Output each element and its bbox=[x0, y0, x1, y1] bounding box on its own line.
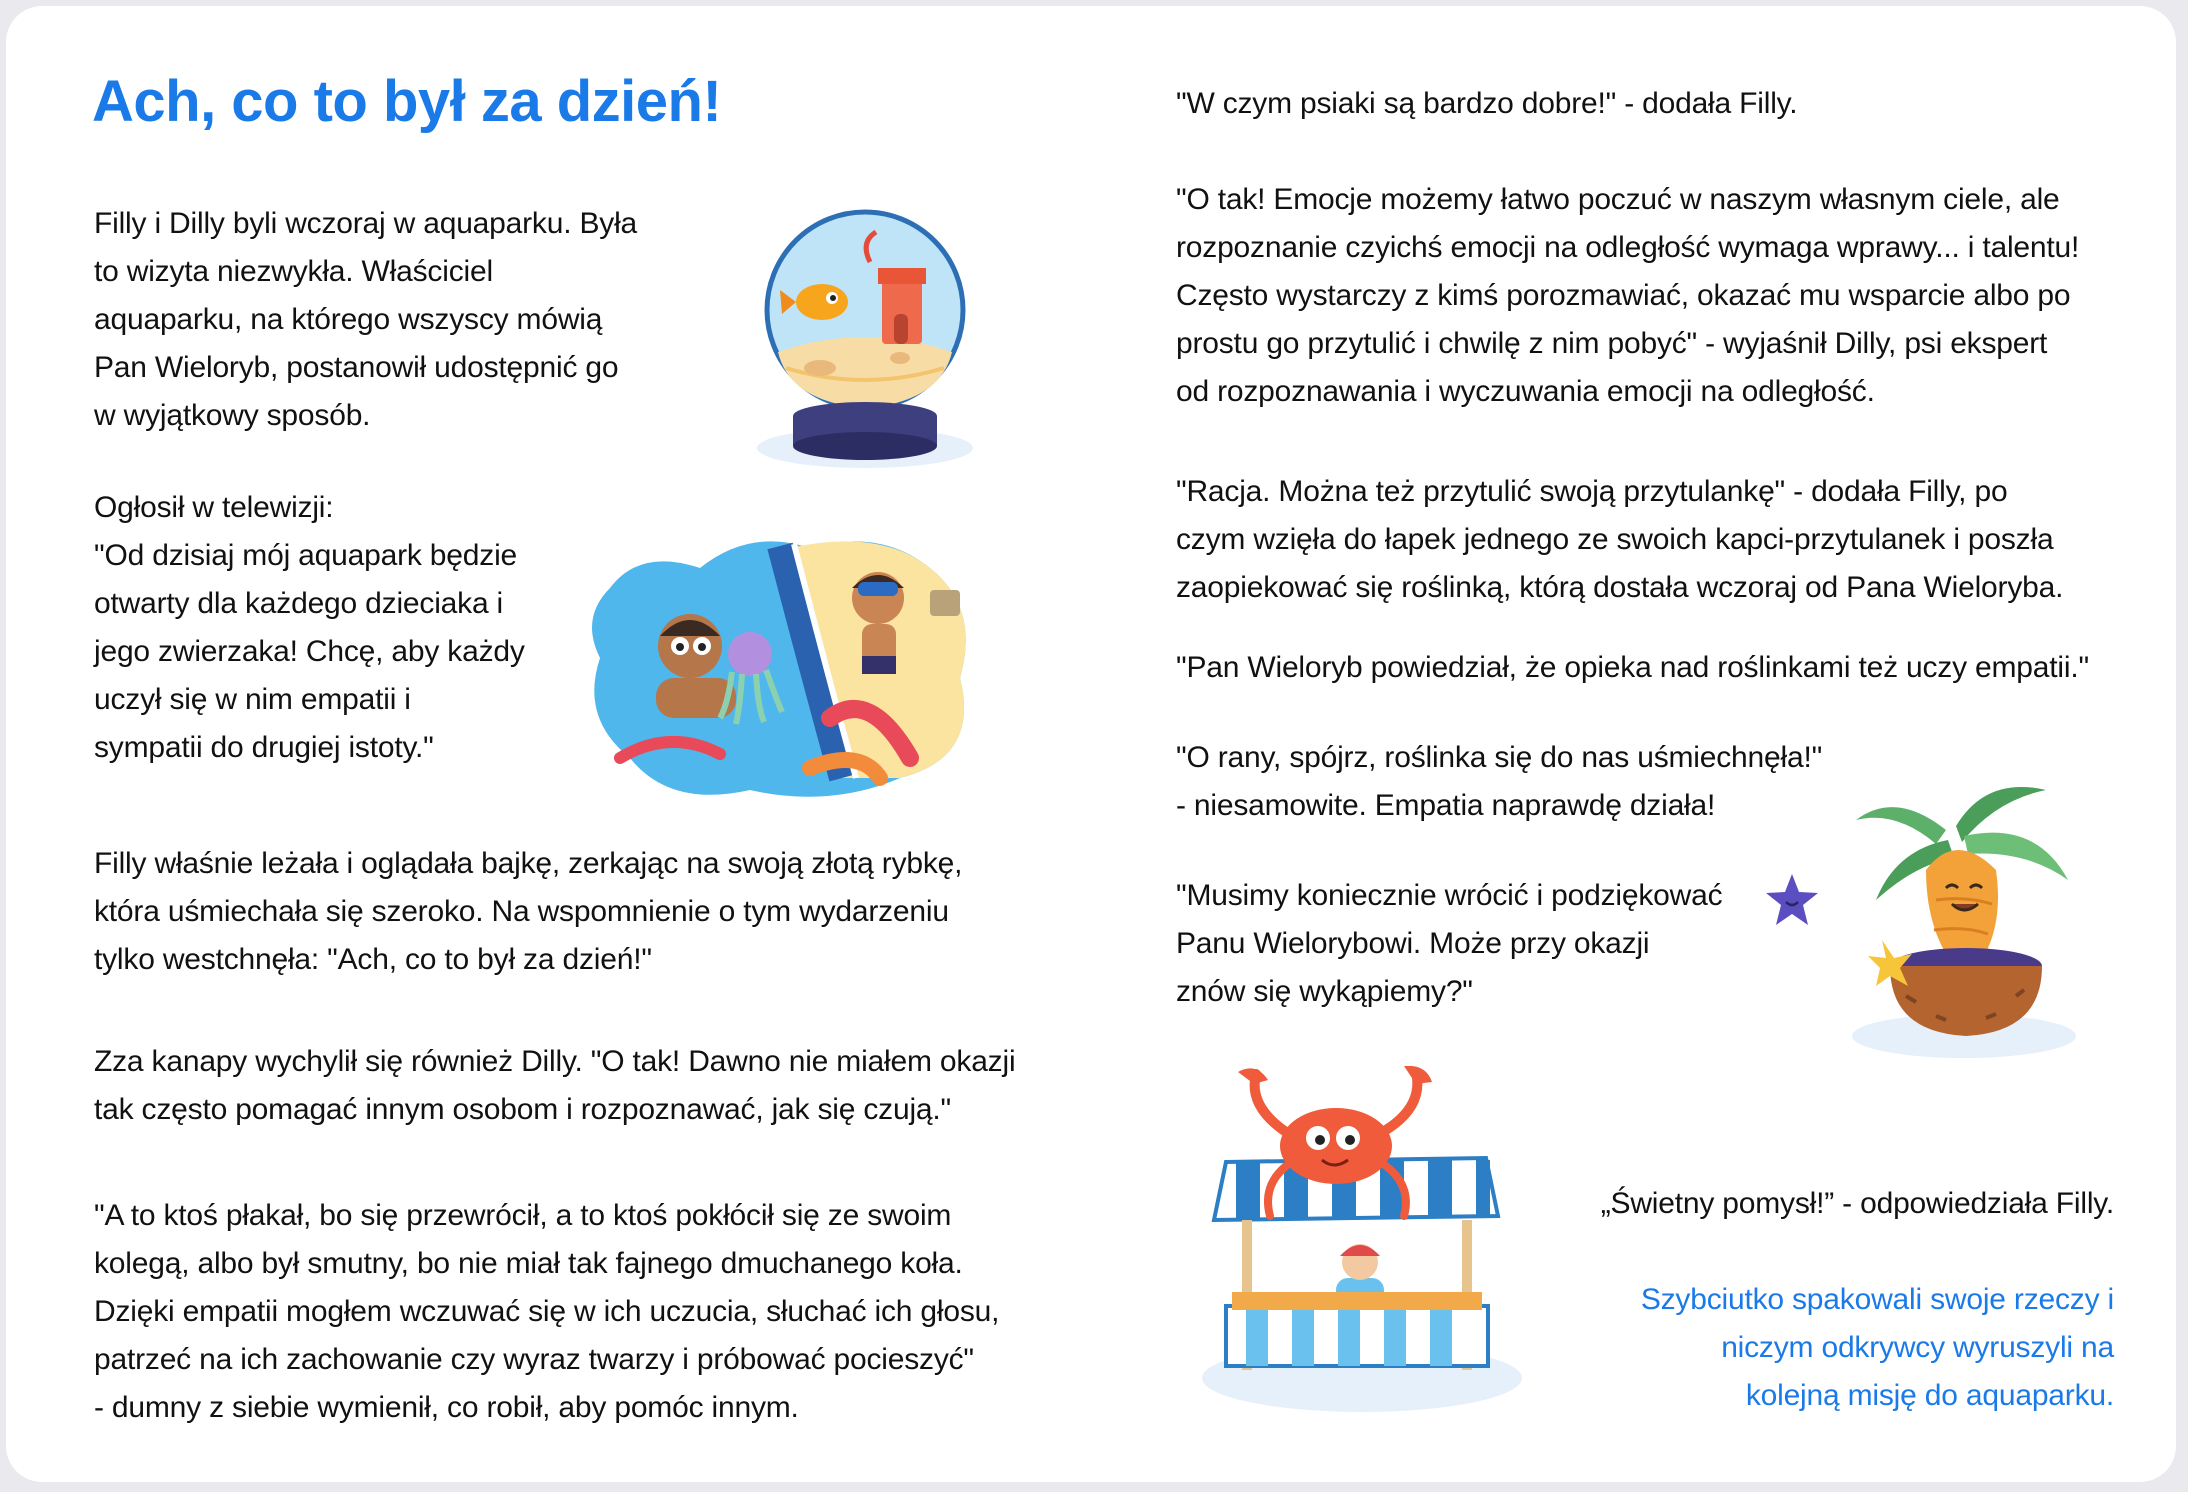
pool-scene-illustration bbox=[580, 528, 980, 808]
closing-paragraph: Szybciutko spakowali swoje rzeczy i niczym odkrywcy wyruszyli na kolejną misję do aquaparku. bbox=[1640, 1283, 2114, 1412]
left-paragraph-3: Filly właśnie leżała i oglądała bajkę, zerkając na swoją złotą rybkę, która uśmiechała się szeroko. Na wspomnienie o tym wydarzeniu tylko westchnęła: "Ach, co to był za dzień!" bbox=[94, 847, 963, 976]
right-paragraph-5: "O rany, spójrz, roślinka się do nas uśmiechnęła!" - niesamowite. Empatia naprawdę działa! bbox=[1176, 741, 1823, 822]
right-paragraph-4: "Pan Wieloryb powiedział, że opieka nad roślinkami też uczy empatii." bbox=[1176, 651, 2089, 684]
fishbowl-illustration bbox=[750, 202, 980, 472]
right-paragraph-2: "O tak! Emocje możemy łatwo poczuć w naszym własnym ciele, ale rozpoznanie czyichś emocji na odległość wymaga wprawy... i talentu! Często wystarczy z kimś porozmawiać, okazać mu wsparcie albo po prostu go przytulić i chwilę z nim pobyć" - wyjaśnił Dilly, psi ekspert od rozpoznawania i wyczuwania emocji na odległość. bbox=[1176, 183, 2080, 408]
left-paragraph-2: Ogłosił w telewizji: "Od dzisiaj mój aquapark będzie otwarty dla każdego dzieciaka i jego zwierzaka! Chcę, aby każdy uczył się w nim empatii i sympatii do drugiej istoty." bbox=[94, 491, 525, 764]
right-paragraph-1: "W czym psiaki są bardzo dobre!" - dodała Filly. bbox=[1176, 87, 1798, 120]
left-paragraph-4: Zza kanapy wychylił się również Dilly. "O tak! Dawno nie miałem okazji tak często pomagać innym osobom i rozpoznawać, jak się czują." bbox=[94, 1045, 1016, 1126]
right-paragraph-3: "Racja. Można też przytulić swoją przytulankę" - dodała Filly, po czym wzięła do łapek jednego ze swoich kapci-przytulanek i poszła zaopiekować się roślinką, którą dostała wczoraj od Pana Wieloryba. bbox=[1176, 475, 2064, 604]
left-paragraph-1: Filly i Dilly byli wczoraj w aquaparku. Była to wizyta niezwykła. Właściciel aquaparku, na którego wszyscy mówią Pan Wieloryb, postanowił udostępnić go w wyjątkowy sposób. bbox=[94, 207, 638, 432]
starfish-icon bbox=[1762, 870, 1822, 930]
page-title: Ach, co to był za dzień! bbox=[92, 69, 722, 134]
smiling-plant-illustration bbox=[1836, 770, 2086, 1064]
left-paragraph-5: "A to ktoś płakał, bo się przewrócił, a to ktoś pokłócił się ze swoim kolegą, albo był smutny, bo nie miał tak fajnego dmuchanego koła. Dzięki empatii mogłem wczuwać się w ich uczucia, słuchać ich głosu, patrzeć na ich zachowanie czy wyraz twarzy i próbować pocieszyć" - dumny z siebie wymienił, co robił, aby pomóc innym. bbox=[94, 1199, 1000, 1424]
right-paragraph-6: "Musimy koniecznie wrócić i podziękować Panu Wielorybowi. Może przy okazji znów się wykąpiemy?" bbox=[1176, 879, 1723, 1008]
book-spread bbox=[6, 6, 2176, 1482]
crab-stall-illustration bbox=[1186, 1066, 1526, 1416]
right-paragraph-7: „Świetny pomysł!” - odpowiedziała Filly. bbox=[1600, 1187, 2114, 1220]
